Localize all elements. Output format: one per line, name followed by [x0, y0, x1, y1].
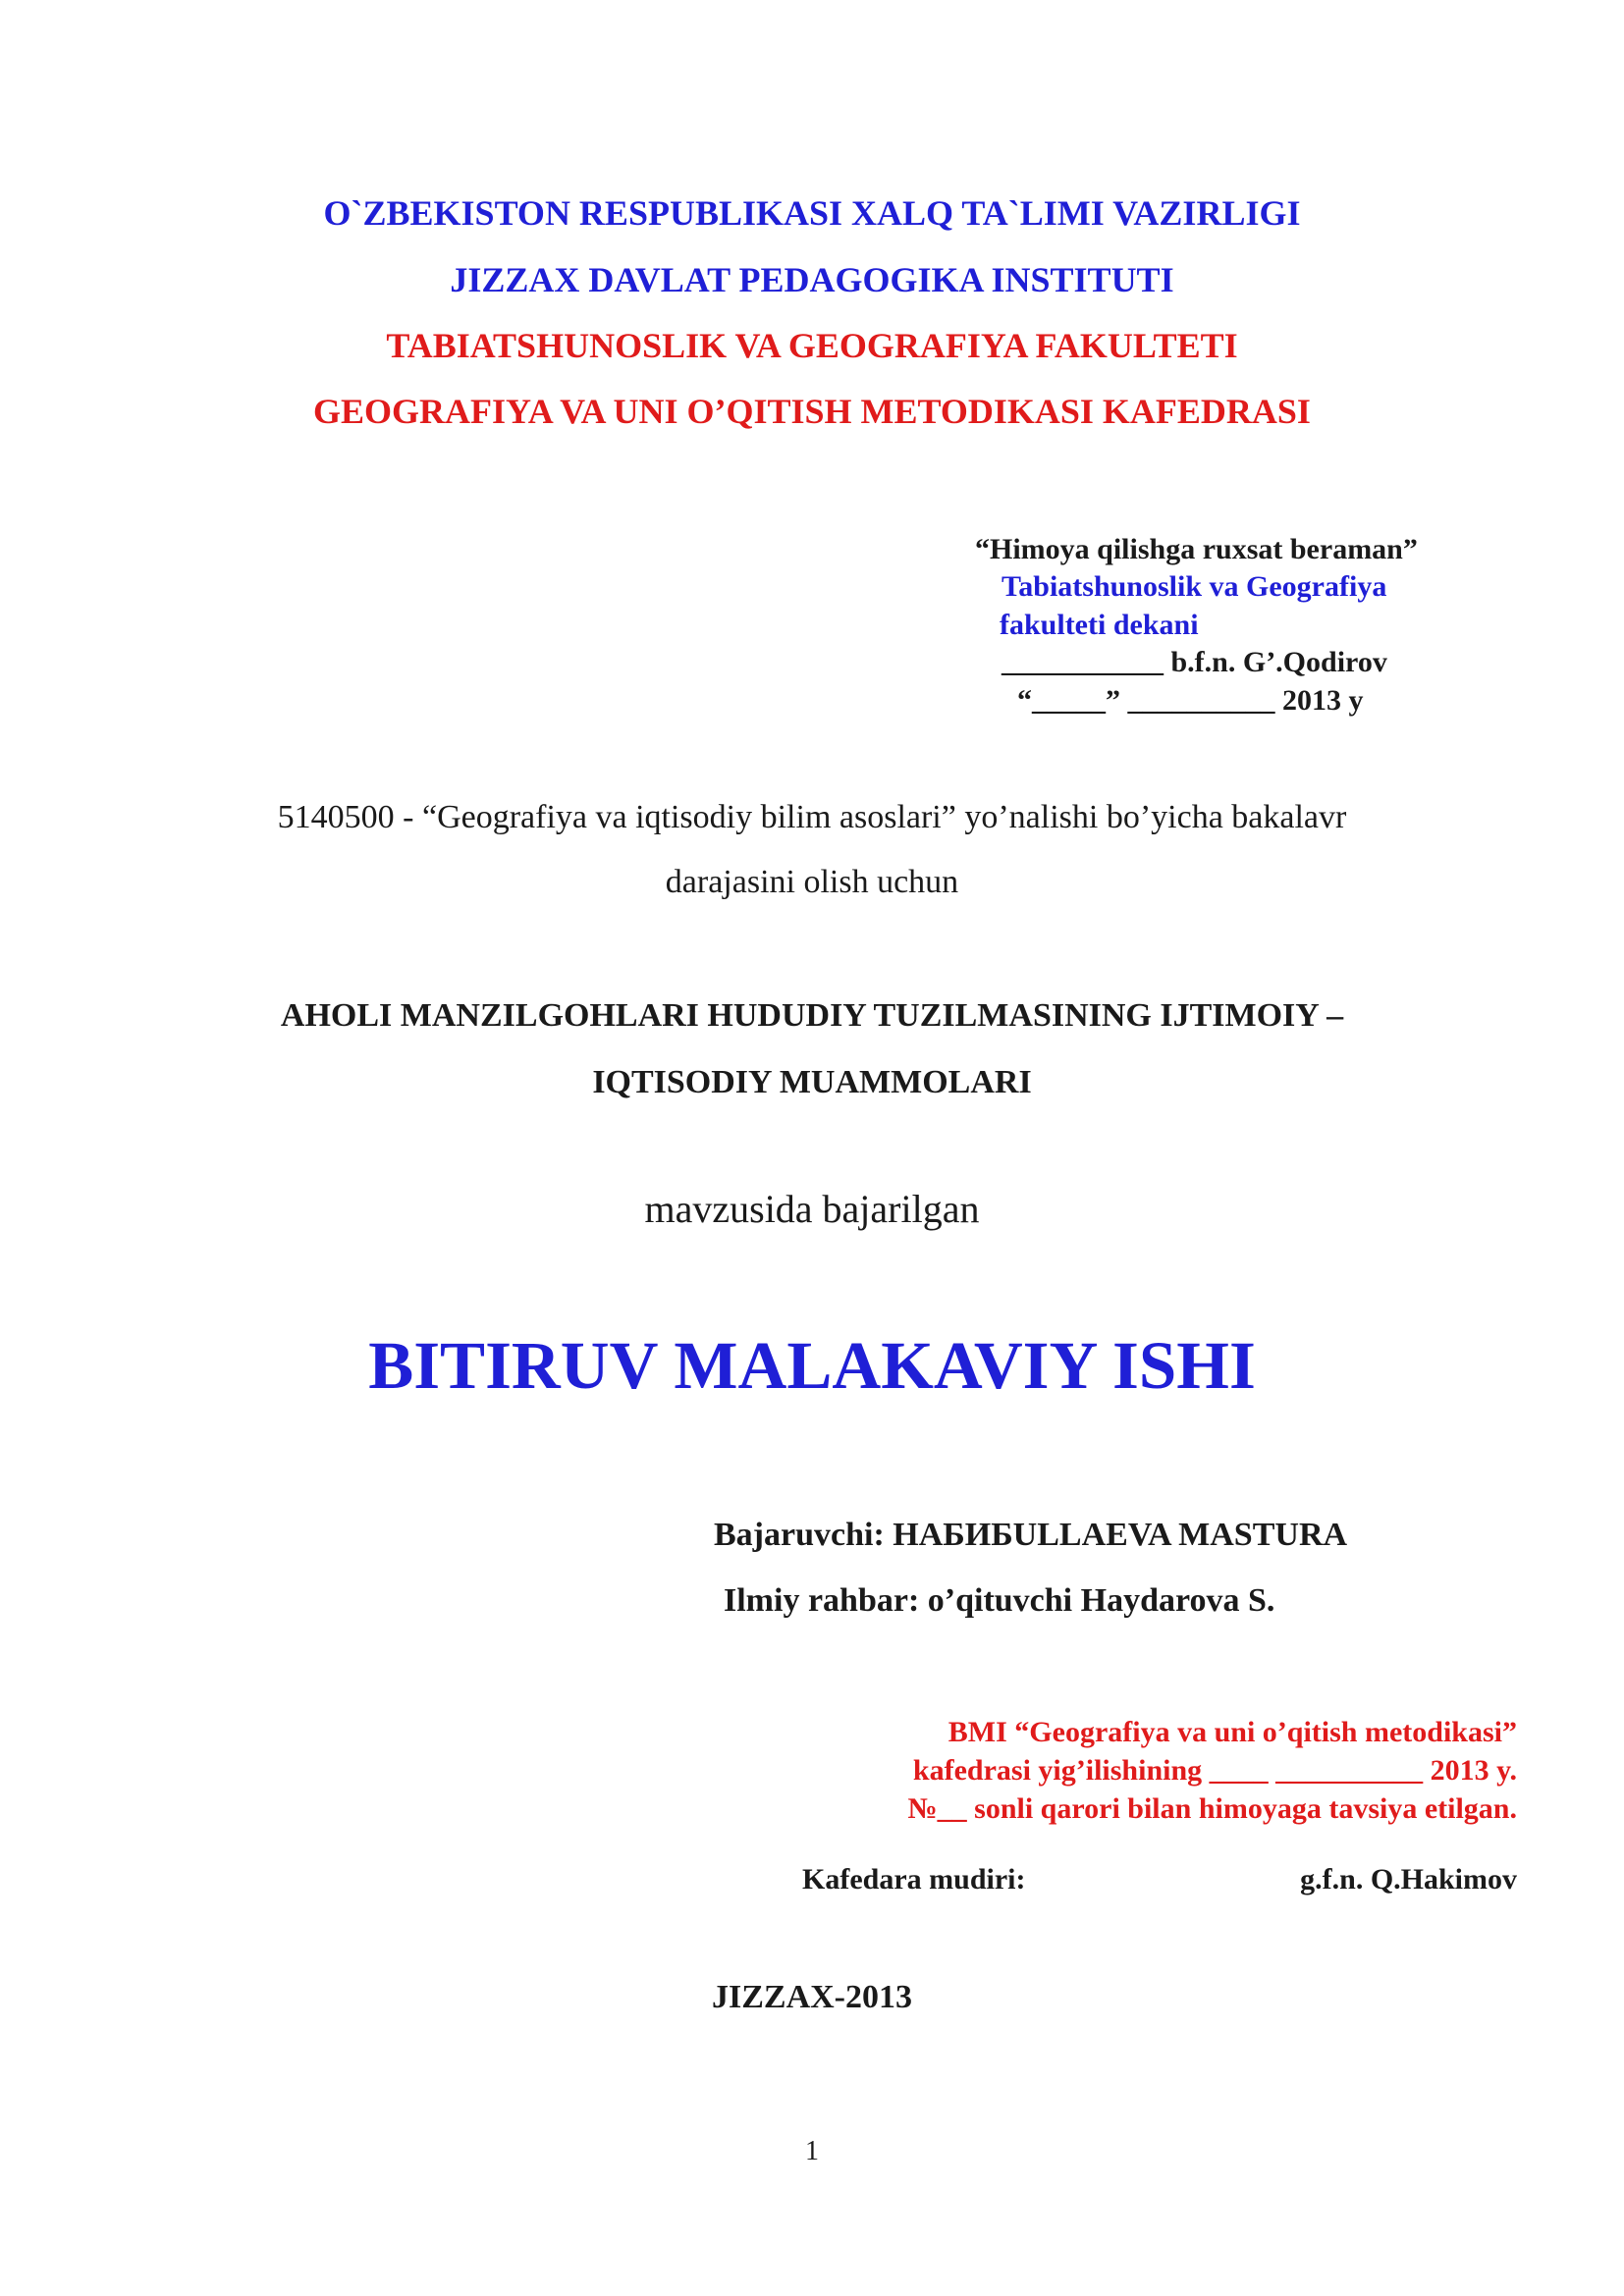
thesis-topic-line1: AHOLI MANZILGOHLARI HUDUDIY TUZILMASINING IJTIMOIY – [280, 997, 1344, 1034]
head-of-dept-name: g.f.n. Q.Hakimov [1300, 1863, 1517, 1896]
page-number: 1 [805, 2136, 819, 2166]
department-name: GEOGRAFIYA VA UNI O’QITISH METODIKASI KAFEDRASI [313, 392, 1311, 431]
approval-faculty-line1: Tabiatshunoslik va Geografiya [1001, 570, 1387, 603]
institute-name: JIZZAX DAVLAT PEDAGOGIKA INSTITUTI [450, 260, 1174, 299]
thesis-topic-line2: IQTISODIY MUAMMOLARI [592, 1064, 1032, 1100]
approval-dean: ___________ b.f.n. G’.Qodirov [1001, 646, 1387, 678]
approval-faculty-line2: fakulteti dekani [1000, 609, 1199, 641]
degree-intro-line1: 5140500 - “Geografiya va iqtisodiy bilim asoslari” yo’nalishi bo’yicha bakalavr [277, 799, 1347, 835]
degree-intro-line2: darajasini olish uchun [665, 864, 959, 900]
approval-date: “_____” __________ 2013 y [1017, 684, 1364, 717]
decision-line1: BMI “Geografiya va uni o’qitish metodikasi” [947, 1716, 1517, 1748]
author-line: Bajaruvchi: НАБИБULLAEVA MASTURA [714, 1517, 1348, 1553]
approval-quote: “Himoya qilishga ruxsat beraman” [975, 533, 1418, 565]
topic-caption: mavzusida bajarilgan [644, 1187, 980, 1231]
head-of-dept-label: Kafedara mudiri: [802, 1863, 1026, 1896]
ministry-name: O`ZBEKISTON RESPUBLIKASI XALQ TA`LIMI VAZIRLIGI [323, 193, 1301, 233]
decision-line3: №__ sonli qarori bilan himoyaga tavsiya etilgan. [907, 1792, 1517, 1825]
faculty-name: TABIATSHUNOSLIK VA GEOGRAFIYA FAKULTETI [386, 326, 1238, 365]
advisor-line: Ilmiy rahbar: o’qituvchi Haydarova S. [724, 1582, 1275, 1619]
work-title: BITIRUV MALAKAVIY ISHI [368, 1328, 1256, 1403]
decision-line2: kafedrasi yig’ilishining ____ __________ 2013 y. [912, 1754, 1517, 1787]
city-year: JIZZAX-2013 [711, 1979, 913, 2015]
